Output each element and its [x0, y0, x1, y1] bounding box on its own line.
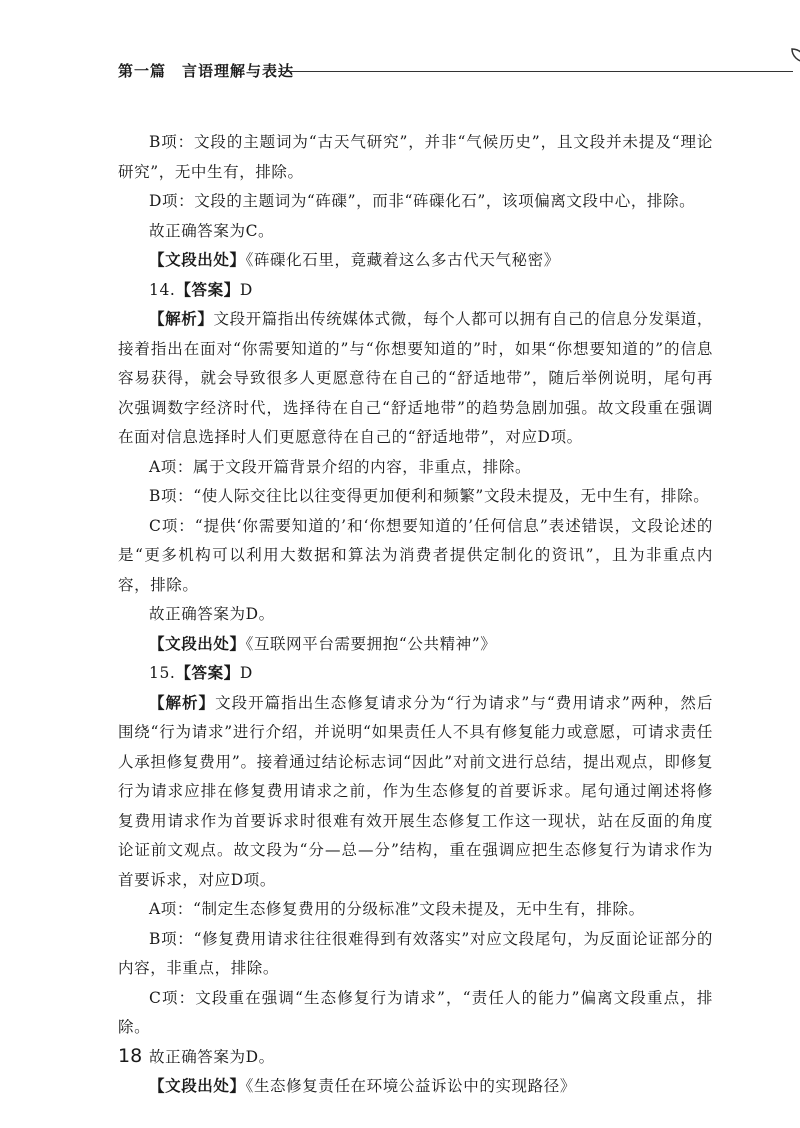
- section-title: 第一篇 言语理解与表达: [118, 62, 295, 80]
- paragraph: [118, 600, 713, 630]
- paragraph-text: D: [239, 664, 253, 682]
- question-number: 14.: [149, 280, 176, 299]
- sprout-icon: [786, 40, 800, 80]
- paragraph-text: 《互联网平台需要拥抱“公共精神”》: [245, 634, 497, 653]
- section-label: 【文段出处】: [149, 251, 246, 269]
- paragraph-text: B项：“使人际交往比以往变得更加便利和频繁”文段未提及，无中生有，排除。: [149, 487, 710, 505]
- paragraph-text: 文段开篇指出传统媒体式微，每个人都可以拥有自己的信息分发渠道，接着指出在面对“你需要知道的”与“你想要知道的”时，如果“你想要知道的”的信息容易获得，就会导致很多人更愿意待在自己的“舒适地带”，随后举例说明，尾句再次强调数字经济时代，选择待在自己“舒适地带”的趋势急剧加强。故文段重在强调在面对信息选择时人们更愿意待在自己的“舒适地带”，对应D项。: [118, 310, 713, 446]
- paragraph: [118, 895, 713, 925]
- paragraph: [118, 1072, 713, 1102]
- header-rule: [278, 71, 793, 72]
- question-number: 15.: [149, 664, 176, 682]
- paragraph: [118, 659, 713, 689]
- running-header: [118, 58, 718, 88]
- paragraph-text: 故正确答案为D。: [149, 605, 275, 623]
- section-label: 【文段出处】: [149, 634, 246, 653]
- paragraph: [118, 246, 713, 276]
- paragraph: [118, 512, 713, 601]
- paragraph: [118, 187, 713, 217]
- paragraph-text: 《砗磲化石里，竟藏着这么多古代天气秘密》: [245, 251, 560, 269]
- section-label: 【文段出处】: [149, 1077, 246, 1095]
- paragraph: [118, 128, 713, 187]
- paragraph-text: D项：文段的主题词为“砗磲”，而非“砗磲化石”，该项偏离文段中心，排除。: [149, 192, 696, 210]
- paragraph: [118, 276, 713, 306]
- paragraph-text: C项：“提供‘你需要知道的’和‘你想要知道的’任何信息”表述错误，文段论述的是“更多机构可以利用大数据和算法为消费者提供定制化的资讯”，且为非重点内容，排除。: [118, 516, 713, 594]
- paragraph-text: 故正确答案为C。: [149, 221, 275, 240]
- paragraph: [118, 630, 713, 660]
- paragraph-text: 故正确答案为D。: [149, 1047, 275, 1066]
- paragraph: [118, 1043, 713, 1073]
- section-label: 【答案】: [175, 664, 240, 682]
- section-label: 【答案】: [175, 280, 240, 299]
- paragraph: [118, 984, 713, 1043]
- page-number: 18: [118, 1045, 143, 1067]
- paragraph-text: 文段开篇指出生态修复请求分为“行为请求”与“费用请求”两种，然后围绕“行为请求”进行介绍，并说明“如果责任人不具有修复能力或意愿，可请求责任人承担修复费用”。接着通过结论标志词“因此”对前文进行总结，提出观点，即修复行为请求应排在修复费用请求之前，作为生态修复的首要诉求。尾句通过阐述将修复费用请求作为首要诉求时很难有效开展生态修复工作这一现状，站在反面的角度论证前文观点。故文段为“分—总—分”结构，重在强调应把生态修复行为请求作为首要诉求，对应D项。: [118, 693, 714, 889]
- section-label: 【解析】: [149, 310, 214, 328]
- paragraph-text: A项：属于文段开篇背景介绍的内容，非重点，排除。: [149, 457, 532, 476]
- paragraph: [118, 689, 713, 896]
- section-label: 【解析】: [149, 693, 216, 712]
- paragraph-text: C项：文段重在强调“生态修复行为请求”，“责任人的能力”偏离文段重点，排除。: [118, 988, 713, 1036]
- paragraph: [118, 305, 713, 453]
- paragraph: [118, 217, 713, 247]
- paragraph-text: B项：文段的主题词为“古天气研究”，并非“气候历史”，且文段并未提及“理论研究”，无中生有，排除。: [118, 133, 713, 181]
- paragraph-text: D: [239, 280, 253, 299]
- paragraph: [118, 453, 713, 483]
- paragraph-text: B项：“修复费用请求往往很难得到有效落实”对应文段尾句，为反面论证部分的内容，非重点，排除。: [118, 929, 713, 977]
- answer-explanations: [118, 128, 713, 1102]
- paragraph-text: A项：“制定生态修复费用的分级标准”文段未提及，无中生有，排除。: [149, 900, 645, 918]
- paragraph: [118, 925, 713, 984]
- paragraph: [118, 482, 713, 512]
- paragraph-text: 《生态修复责任在环境公益诉讼中的实现路径》: [245, 1077, 576, 1095]
